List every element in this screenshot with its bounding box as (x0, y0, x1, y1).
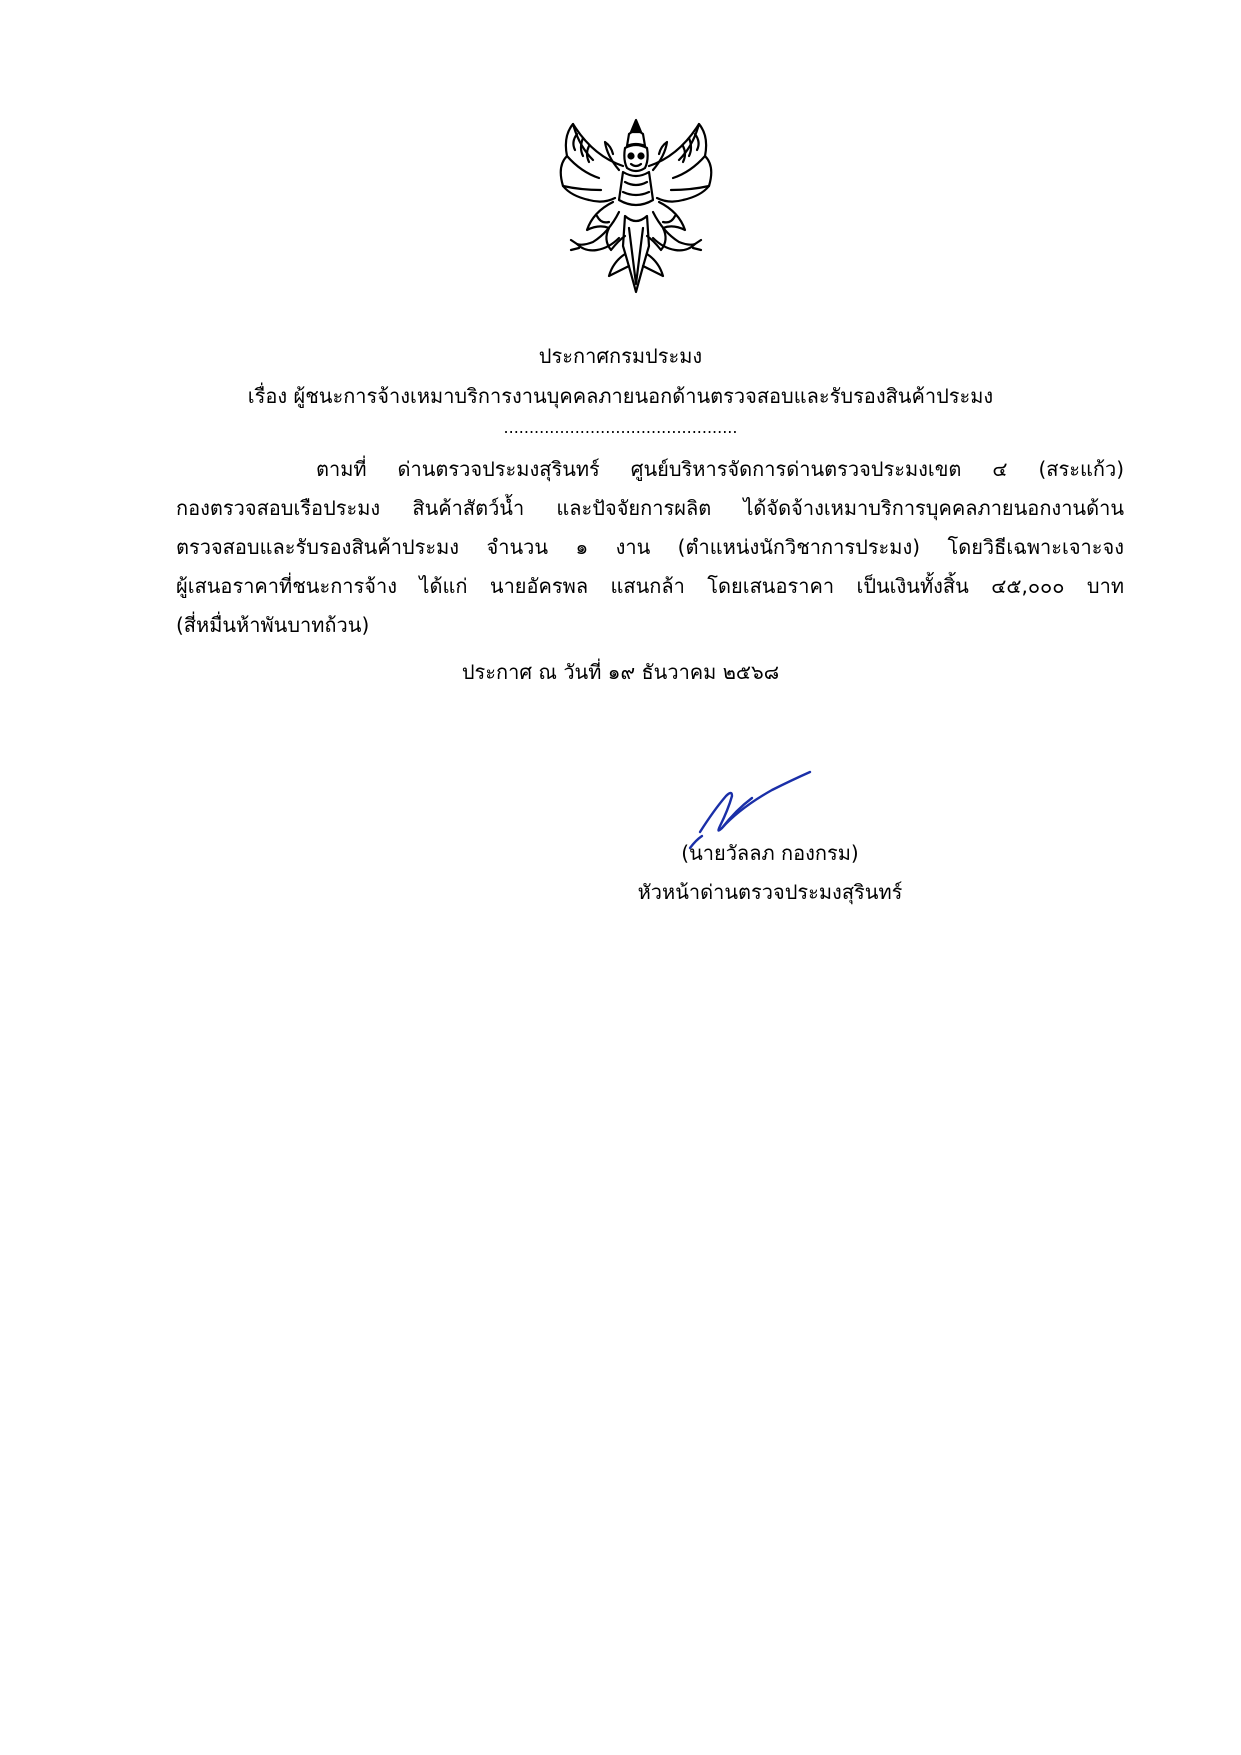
announcement-subject: เรื่อง ผู้ชนะการจ้างเหมาบริการงานบุคคลภายนอกด้านตรวจสอบและรับรองสินค้าประมง (247, 384, 994, 408)
garuda-emblem-icon (553, 116, 719, 296)
signer-name: (นายวัลลภ กองกรม) (681, 841, 859, 865)
divider: .............................................. (503, 418, 738, 437)
body-line: (สี่หมื่นห้าพันบาทถ้วน) (176, 613, 370, 637)
body-line: ตรวจสอบและรับรองสินค้าประมง จำนวน ๑ งาน (ตำแหน่งนักวิชาการประมง) โดยวิธีเฉพาะเจาะจง (176, 535, 1124, 559)
announcement-date: ประกาศ ณ วันที่ ๑๙ ธันวาคม ๒๕๖๘ (461, 660, 780, 684)
signer-position: หัวหน้าด่านตรวจประมงสุรินทร์ (637, 880, 903, 904)
body-line: ผู้เสนอราคาที่ชนะการจ้าง ได้แก่ นายอัครพล แสนกล้า โดยเสนอราคา เป็นเงินทั้งสิ้น ๔๕,๐๐๐ บาท (176, 574, 1124, 598)
announcement-heading: ประกาศกรมประมง (538, 344, 703, 368)
body-line: ตามที่ ด่านตรวจประมงสุรินทร์ ศูนย์บริหารจัดการด่านตรวจประมงเขต ๔ (สระแก้ว) (316, 457, 1124, 481)
body-line: กองตรวจสอบเรือประมง สินค้าสัตว์น้ำ และปัจจัยการผลิต ได้จัดจ้างเหมาบริการบุคคลภายนอกงานด้าน (176, 496, 1124, 520)
